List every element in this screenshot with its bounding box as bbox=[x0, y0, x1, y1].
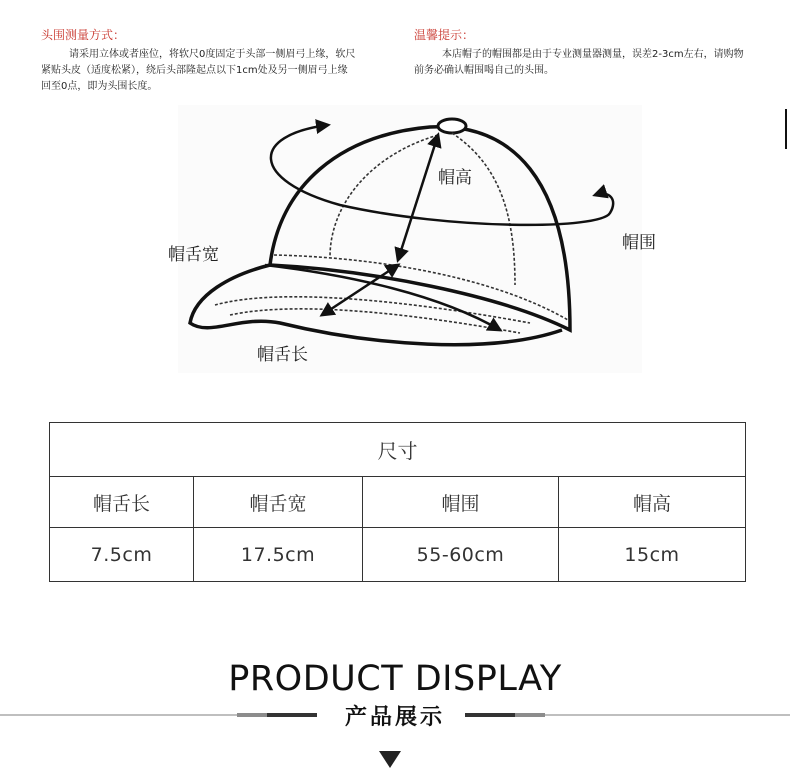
label-cap-height: 帽高 bbox=[438, 168, 472, 188]
value-cap-height: 15cm bbox=[559, 528, 746, 582]
product-display-heading: PRODUCT DISPLAY bbox=[228, 659, 562, 699]
size-table-header-row bbox=[50, 477, 746, 528]
header-circumference: 帽围 bbox=[363, 477, 559, 528]
down-arrow-icon bbox=[379, 751, 401, 768]
tip-note-body: 本店帽子的帽围都是由于专业测量器测量，误差2-3cm左右，请购物前务必确认帽围喝自己的头围。 bbox=[414, 49, 744, 76]
measure-note-title: 头围测量方式： bbox=[41, 28, 126, 42]
value-brim-length: 7.5cm bbox=[50, 528, 194, 582]
size-table-caption-row bbox=[50, 423, 746, 477]
tip-note-title: 温馨提示： bbox=[414, 28, 475, 42]
size-table-caption: 尺寸 bbox=[50, 423, 746, 477]
cap-button bbox=[438, 119, 466, 133]
cap-diagram bbox=[170, 105, 650, 375]
header-cap-height: 帽高 bbox=[559, 477, 746, 528]
measure-note-body: 请采用立体或者座位，将软尺0度固定于头部一侧眉弓上缘，软尺紧贴头皮（适度松紧），绕后头部隆起点以下1cm处及另一侧眉弓上缘回至0点，即为头围长度。 bbox=[41, 49, 356, 92]
diagram-background bbox=[178, 105, 642, 373]
value-brim-width: 17.5cm bbox=[194, 528, 363, 582]
label-circumference: 帽围 bbox=[622, 233, 656, 253]
edge-marker bbox=[785, 109, 787, 149]
product-display-subheading: 产品展示 bbox=[344, 705, 445, 730]
size-table bbox=[49, 422, 746, 582]
value-circumference: 55-60cm bbox=[363, 528, 559, 582]
label-brim-length: 帽舌长 bbox=[257, 345, 308, 365]
size-table-value-row bbox=[50, 528, 746, 582]
header-brim-length: 帽舌长 bbox=[50, 477, 194, 528]
header-brim-width: 帽舌宽 bbox=[194, 477, 363, 528]
label-brim-width: 帽舌宽 bbox=[168, 245, 219, 265]
